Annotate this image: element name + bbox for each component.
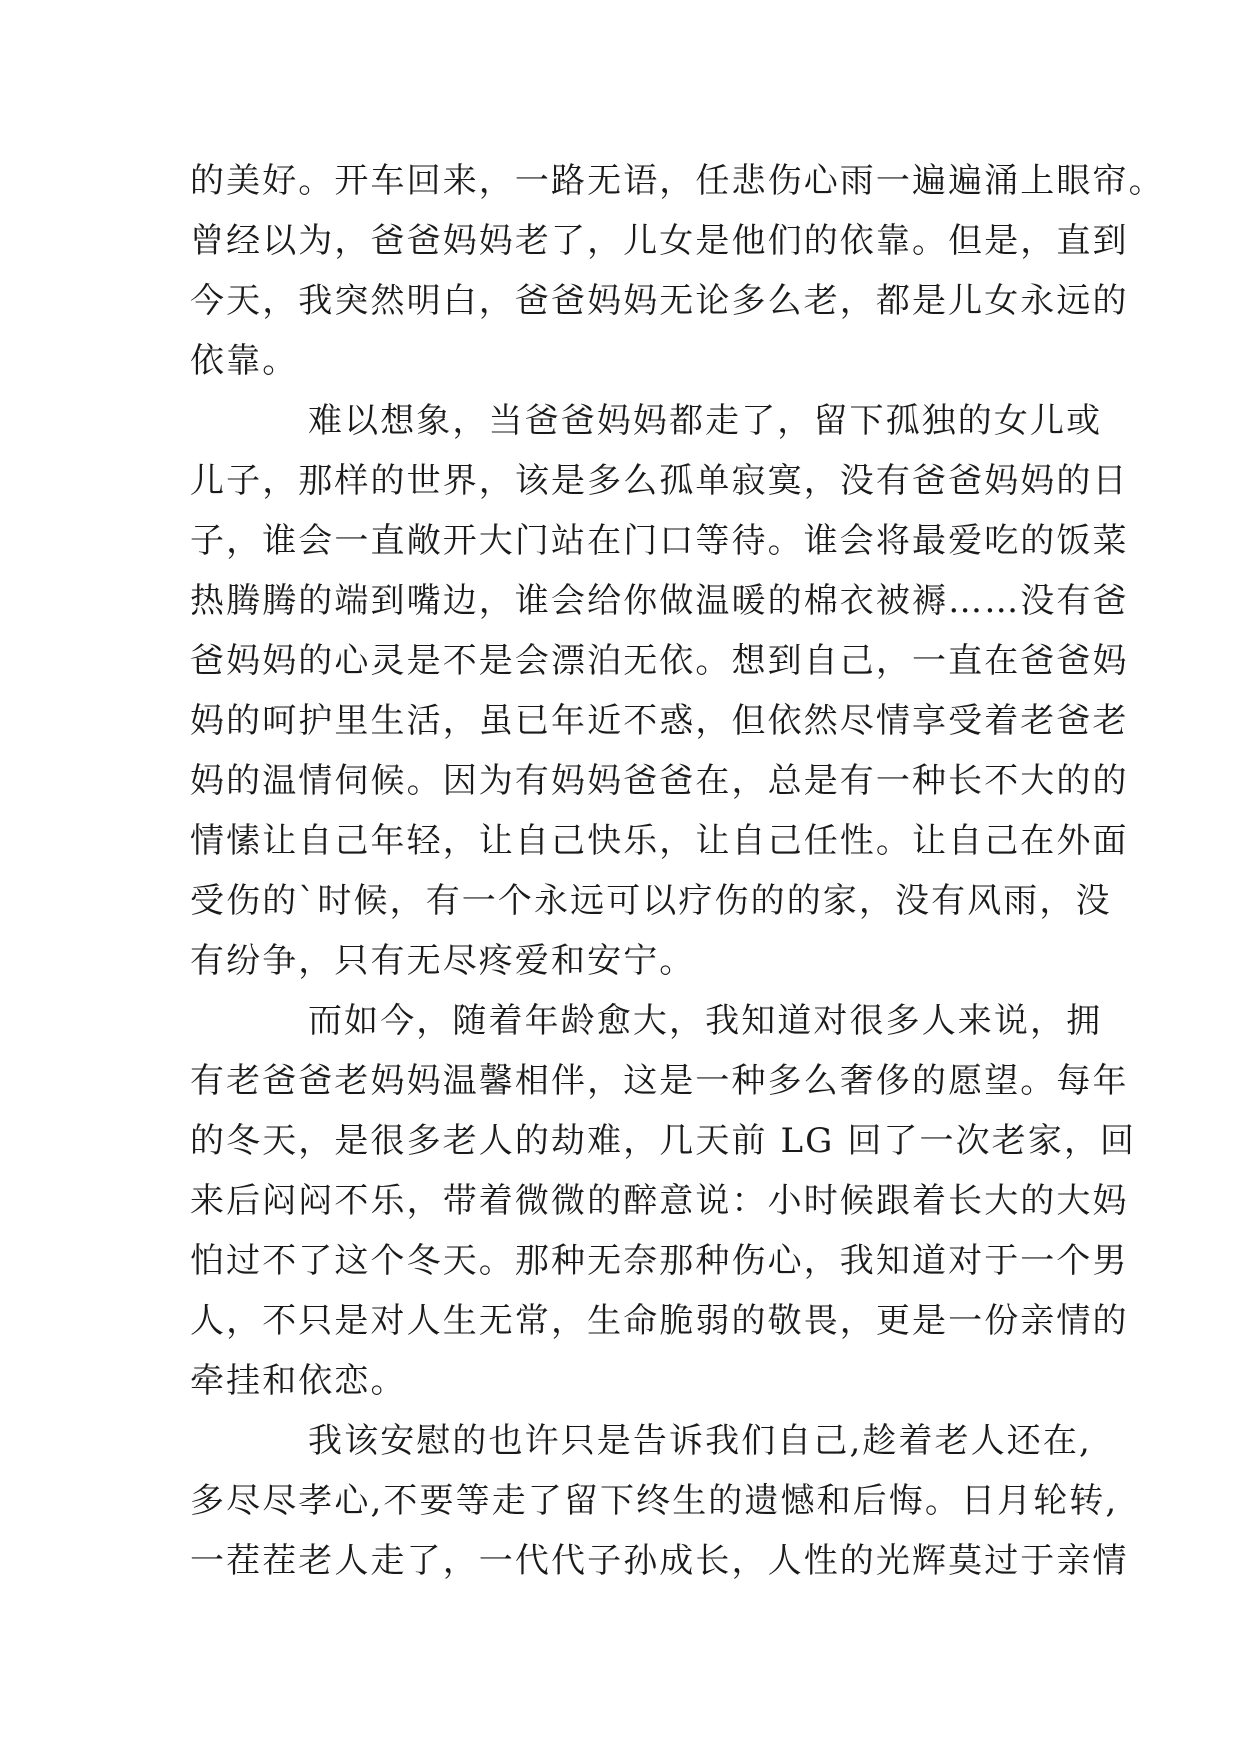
text-line: 有纷争，只有无尽疼爱和安宁。	[190, 941, 696, 981]
text-line: 的美好。开车回来，一路无语，任悲伤心雨一遍遍涌上眼帘。	[190, 161, 1165, 201]
text-line: 怕过不了这个冬天。那种无奈那种伤心，我知道对于一个男	[190, 1241, 1129, 1281]
text-line: 妈的呵护里生活，虽已年近不惑，但依然尽情享受着老爸老	[190, 701, 1129, 741]
paragraph-2	[190, 391, 1129, 991]
text-line: 一茬茬老人走了，一代代子孙成长，人性的光辉莫过于亲情	[190, 1541, 1129, 1581]
body-text	[190, 151, 1165, 1591]
text-line: 多尽尽孝心,不要等走了留下终生的遗憾和后悔。日月轮转,	[190, 1481, 1119, 1521]
text-line: 子，谁会一直敞开大门站在门口等待。谁会将最爱吃的饭菜	[190, 521, 1129, 561]
text-line: 热腾腾的端到嘴边，谁会给你做温暖的棉衣被褥……没有爸	[190, 581, 1129, 621]
text-line: 有老爸爸老妈妈温馨相伴，这是一种多么奢侈的愿望。每年	[190, 1061, 1129, 1101]
text-line: 今天，我突然明白，爸爸妈妈无论多么老，都是儿女永远的	[190, 281, 1129, 321]
text-line: 的冬天，是很多老人的劫难，几天前 LG 回了一次老家，回	[190, 1121, 1137, 1161]
paragraph-3	[190, 991, 1137, 1411]
text-line: 妈的温情伺候。因为有妈妈爸爸在，总是有一种长不大的的	[190, 761, 1129, 801]
paragraph-4	[190, 1411, 1129, 1591]
paragraph-1	[190, 151, 1165, 391]
text-line: 我该安慰的也许只是告诉我们自己,趁着老人还在,	[308, 1421, 1092, 1461]
text-line: 爸妈妈的心灵是不是会漂泊无依。想到自己，一直在爸爸妈	[190, 641, 1129, 681]
text-line: 依靠。	[190, 341, 299, 381]
text-line: 情愫让自己年轻，让自己快乐，让自己任性。让自己在外面	[190, 821, 1129, 861]
text-line: 儿子，那样的世界，该是多么孤单寂寞，没有爸爸妈妈的日	[190, 461, 1129, 501]
text-line: 牵挂和依恋。	[190, 1361, 407, 1401]
text-line: 难以想象，当爸爸妈妈都走了，留下孤独的女儿或	[308, 401, 1103, 441]
text-line: 曾经以为，爸爸妈妈老了，儿女是他们的依靠。但是，直到	[190, 221, 1129, 261]
text-line: 人，不只是对人生无常，生命脆弱的敬畏，更是一份亲情的	[190, 1301, 1129, 1341]
text-line: 来后闷闷不乐，带着微微的醉意说：小时候跟着长大的大妈	[190, 1181, 1129, 1221]
text-line: 而如今，随着年龄愈大，我知道对很多人来说，拥	[308, 1001, 1103, 1041]
text-line: 受伤的`时候，有一个永远可以疗伤的的家，没有风雨，没	[190, 881, 1112, 921]
